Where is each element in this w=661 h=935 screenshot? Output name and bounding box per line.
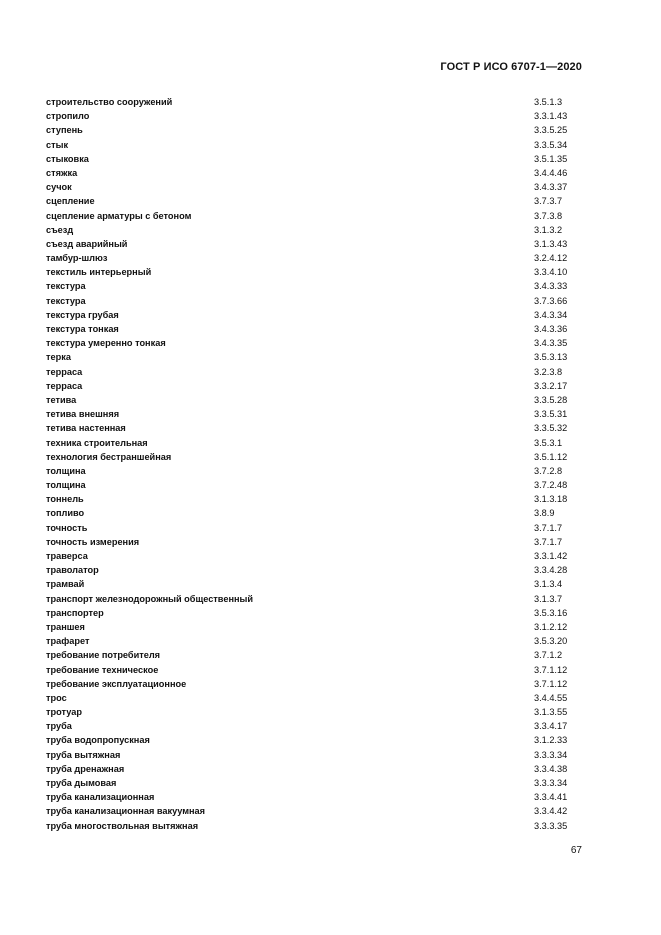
index-term: текстиль интерьерный (46, 267, 152, 278)
index-term: труба канализационная вакуумная (46, 806, 206, 817)
index-term: требование эксплуатационное (46, 678, 187, 689)
index-term: сцепление арматуры с бетоном (46, 210, 192, 221)
index-entry (46, 634, 586, 648)
index-reference: 3.1.3.2 (534, 224, 563, 235)
index-entry (46, 663, 586, 677)
index-term: траволатор (46, 565, 99, 576)
index-reference: 3.3.4.41 (534, 792, 568, 803)
index-term: требование техническое (46, 664, 159, 675)
index-reference: 3.1.2.33 (534, 735, 568, 746)
index-reference: 3.3.3.35 (534, 820, 568, 831)
index-reference: 3.2.4.12 (534, 253, 568, 264)
index-term: трамвай (46, 579, 85, 590)
index-reference: 3.4.3.36 (534, 324, 568, 334)
index-term: съезд (46, 224, 74, 235)
index-term: стыковка (46, 153, 89, 164)
index-reference: 3.4.4.46 (534, 167, 568, 178)
index-entry (46, 365, 586, 379)
index-term: топливо (46, 508, 85, 519)
index-term: терраса (46, 380, 83, 391)
index-reference: 3.3.3.34 (534, 778, 568, 788)
index-reference: 3.3.5.31 (534, 409, 568, 420)
index-entry (46, 464, 586, 478)
index-entry (46, 279, 586, 293)
index-reference: 3.5.3.1 (534, 437, 563, 448)
index-entry (46, 563, 586, 577)
index-entry (46, 152, 586, 166)
index-entry (46, 762, 586, 776)
index-entry (46, 194, 586, 208)
index-entry (46, 748, 586, 762)
index-entry (46, 521, 586, 535)
index-entry (46, 620, 586, 634)
index-term: точность (46, 522, 88, 533)
index-entry (46, 294, 586, 308)
index-term: требование потребителя (46, 650, 161, 661)
index-reference: 3.3.3.34 (534, 749, 568, 760)
index-term: текстура (46, 295, 86, 306)
index-reference: 3.1.3.7 (534, 593, 563, 604)
index-entry (46, 592, 586, 606)
index-term: стык (46, 139, 69, 150)
index-entry (46, 95, 586, 109)
index-entry (46, 677, 586, 691)
index-term: труба дренажная (46, 763, 125, 774)
index-term: ступень (46, 125, 83, 136)
index-term: терраса (46, 366, 83, 377)
index-term: толщина (46, 480, 86, 491)
index-term: терка (46, 352, 71, 363)
index-reference: 3.7.1.12 (534, 664, 568, 675)
index-entry (46, 506, 586, 520)
index-reference: 3.5.1.35 (534, 153, 568, 164)
index-reference: 3.3.5.34 (534, 139, 568, 150)
index-reference: 3.3.4.38 (534, 763, 568, 774)
index-reference: 3.5.1.12 (534, 451, 568, 462)
index-term: толщина (46, 465, 86, 476)
index-term: съезд аварийный (46, 238, 128, 249)
index-reference: 3.4.3.34 (534, 309, 568, 320)
index-term: текстура умеренно тонкая (46, 338, 166, 349)
index-entry (46, 733, 586, 747)
index-entry (46, 606, 586, 620)
index-term: стропило (46, 111, 90, 122)
index-reference: 3.5.3.20 (534, 636, 568, 647)
index-reference: 3.5.3.16 (534, 607, 568, 618)
index-term: тетива (46, 394, 77, 405)
index-reference: 3.4.3.37 (534, 182, 568, 193)
index-entry (46, 790, 586, 804)
index-entry (46, 421, 586, 435)
index-entry (46, 180, 586, 194)
index-entry (46, 648, 586, 662)
index-entry (46, 223, 586, 237)
index-entry (46, 322, 586, 336)
document-header: ГОСТ Р ИСО 6707-1—2020 (440, 61, 582, 73)
index-term: траверса (46, 551, 88, 561)
index-term: траншея (46, 621, 85, 632)
index-reference: 3.7.1.12 (534, 678, 568, 689)
index-entry (46, 251, 586, 265)
index-term: сцепление (46, 196, 95, 207)
index-entry (46, 549, 586, 563)
index-entry (46, 450, 586, 464)
index-entry (46, 691, 586, 705)
index-reference: 3.4.3.33 (534, 281, 568, 292)
page-number: 67 (570, 845, 582, 856)
index-entry (46, 535, 586, 549)
index-entry (46, 166, 586, 180)
index-reference: 3.1.3.4 (534, 579, 563, 590)
index-reference: 3.3.1.43 (534, 111, 568, 122)
index-reference: 3.8.9 (534, 508, 555, 519)
index-reference: 3.4.4.55 (534, 692, 568, 703)
index-term: труба канализационная (46, 792, 155, 803)
index-term: строительство сооружений (46, 97, 173, 107)
index-term: труба вытяжная (46, 749, 121, 760)
index-reference: 3.7.2.48 (534, 480, 568, 491)
index-entry (46, 123, 586, 137)
index-term: тамбур-шлюз (46, 253, 108, 264)
index-reference: 3.1.2.12 (534, 621, 568, 632)
index-entry (46, 109, 586, 123)
index-term: трафарет (46, 636, 90, 647)
index-reference: 3.3.5.28 (534, 394, 568, 405)
index-entry (46, 804, 586, 818)
index-entry (46, 492, 586, 506)
index-term: тоннель (46, 494, 84, 505)
index-term: тротуар (46, 707, 82, 718)
index-reference: 3.4.3.35 (534, 338, 568, 349)
index-entry (46, 237, 586, 251)
index-reference: 3.7.1.2 (534, 650, 563, 661)
index-term: тетива настенная (46, 423, 126, 434)
index-reference: 3.3.2.17 (534, 380, 568, 391)
index-entry (46, 393, 586, 407)
index-term: точность измерения (46, 536, 140, 547)
index-term: труба многоствольная вытяжная (46, 820, 199, 831)
index-entry (46, 407, 586, 421)
index-reference: 3.3.1.42 (534, 551, 568, 561)
index-reference: 3.1.3.55 (534, 707, 568, 718)
index-entry (46, 308, 586, 322)
index-reference: 3.7.1.7 (534, 536, 563, 547)
index-entry (46, 819, 586, 833)
index-term: текстура (46, 281, 86, 292)
index-term: транспортер (46, 607, 104, 618)
index-entry (46, 379, 586, 393)
index-reference: 3.3.4.42 (534, 806, 568, 817)
index-entry (46, 265, 586, 279)
index-reference: 3.5.3.13 (534, 352, 568, 363)
index-term: стяжка (46, 167, 78, 178)
index-term: труба дымовая (46, 778, 117, 788)
index-entry (46, 350, 586, 364)
index-entry (46, 705, 586, 719)
index-reference: 3.3.4.28 (534, 565, 568, 576)
alphabetical-index (46, 95, 586, 833)
index-term: труба (46, 721, 72, 732)
index-term: технология бестраншейная (46, 451, 172, 462)
index-term: труба водопропускная (46, 735, 150, 746)
index-reference: 3.1.3.18 (534, 494, 568, 505)
index-term: техника строительная (46, 437, 148, 448)
index-reference: 3.3.5.25 (534, 125, 568, 136)
index-entry (46, 776, 586, 790)
index-reference: 3.7.2.8 (534, 465, 563, 476)
index-reference: 3.7.1.7 (534, 522, 563, 533)
index-reference: 3.3.4.10 (534, 267, 568, 278)
index-entry (46, 577, 586, 591)
index-term: сучок (46, 182, 72, 193)
index-entry (46, 719, 586, 733)
index-reference: 3.1.3.43 (534, 238, 568, 249)
index-term: трос (46, 692, 67, 703)
index-reference: 3.3.4.17 (534, 721, 568, 732)
index-entry (46, 336, 586, 350)
index-reference: 3.7.3.8 (534, 210, 563, 221)
index-entry (46, 138, 586, 152)
index-reference: 3.5.1.3 (534, 97, 563, 107)
index-reference: 3.7.3.66 (534, 295, 568, 306)
index-entry (46, 436, 586, 450)
index-term: тетива внешняя (46, 409, 120, 420)
index-reference: 3.3.5.32 (534, 423, 568, 434)
index-reference: 3.7.3.7 (534, 196, 563, 207)
index-reference: 3.2.3.8 (534, 366, 563, 377)
index-term: текстура грубая (46, 309, 119, 320)
index-entry (46, 209, 586, 223)
index-term: транспорт железнодорожный общественный (46, 593, 254, 604)
index-term: текстура тонкая (46, 324, 119, 334)
index-entry (46, 478, 586, 492)
